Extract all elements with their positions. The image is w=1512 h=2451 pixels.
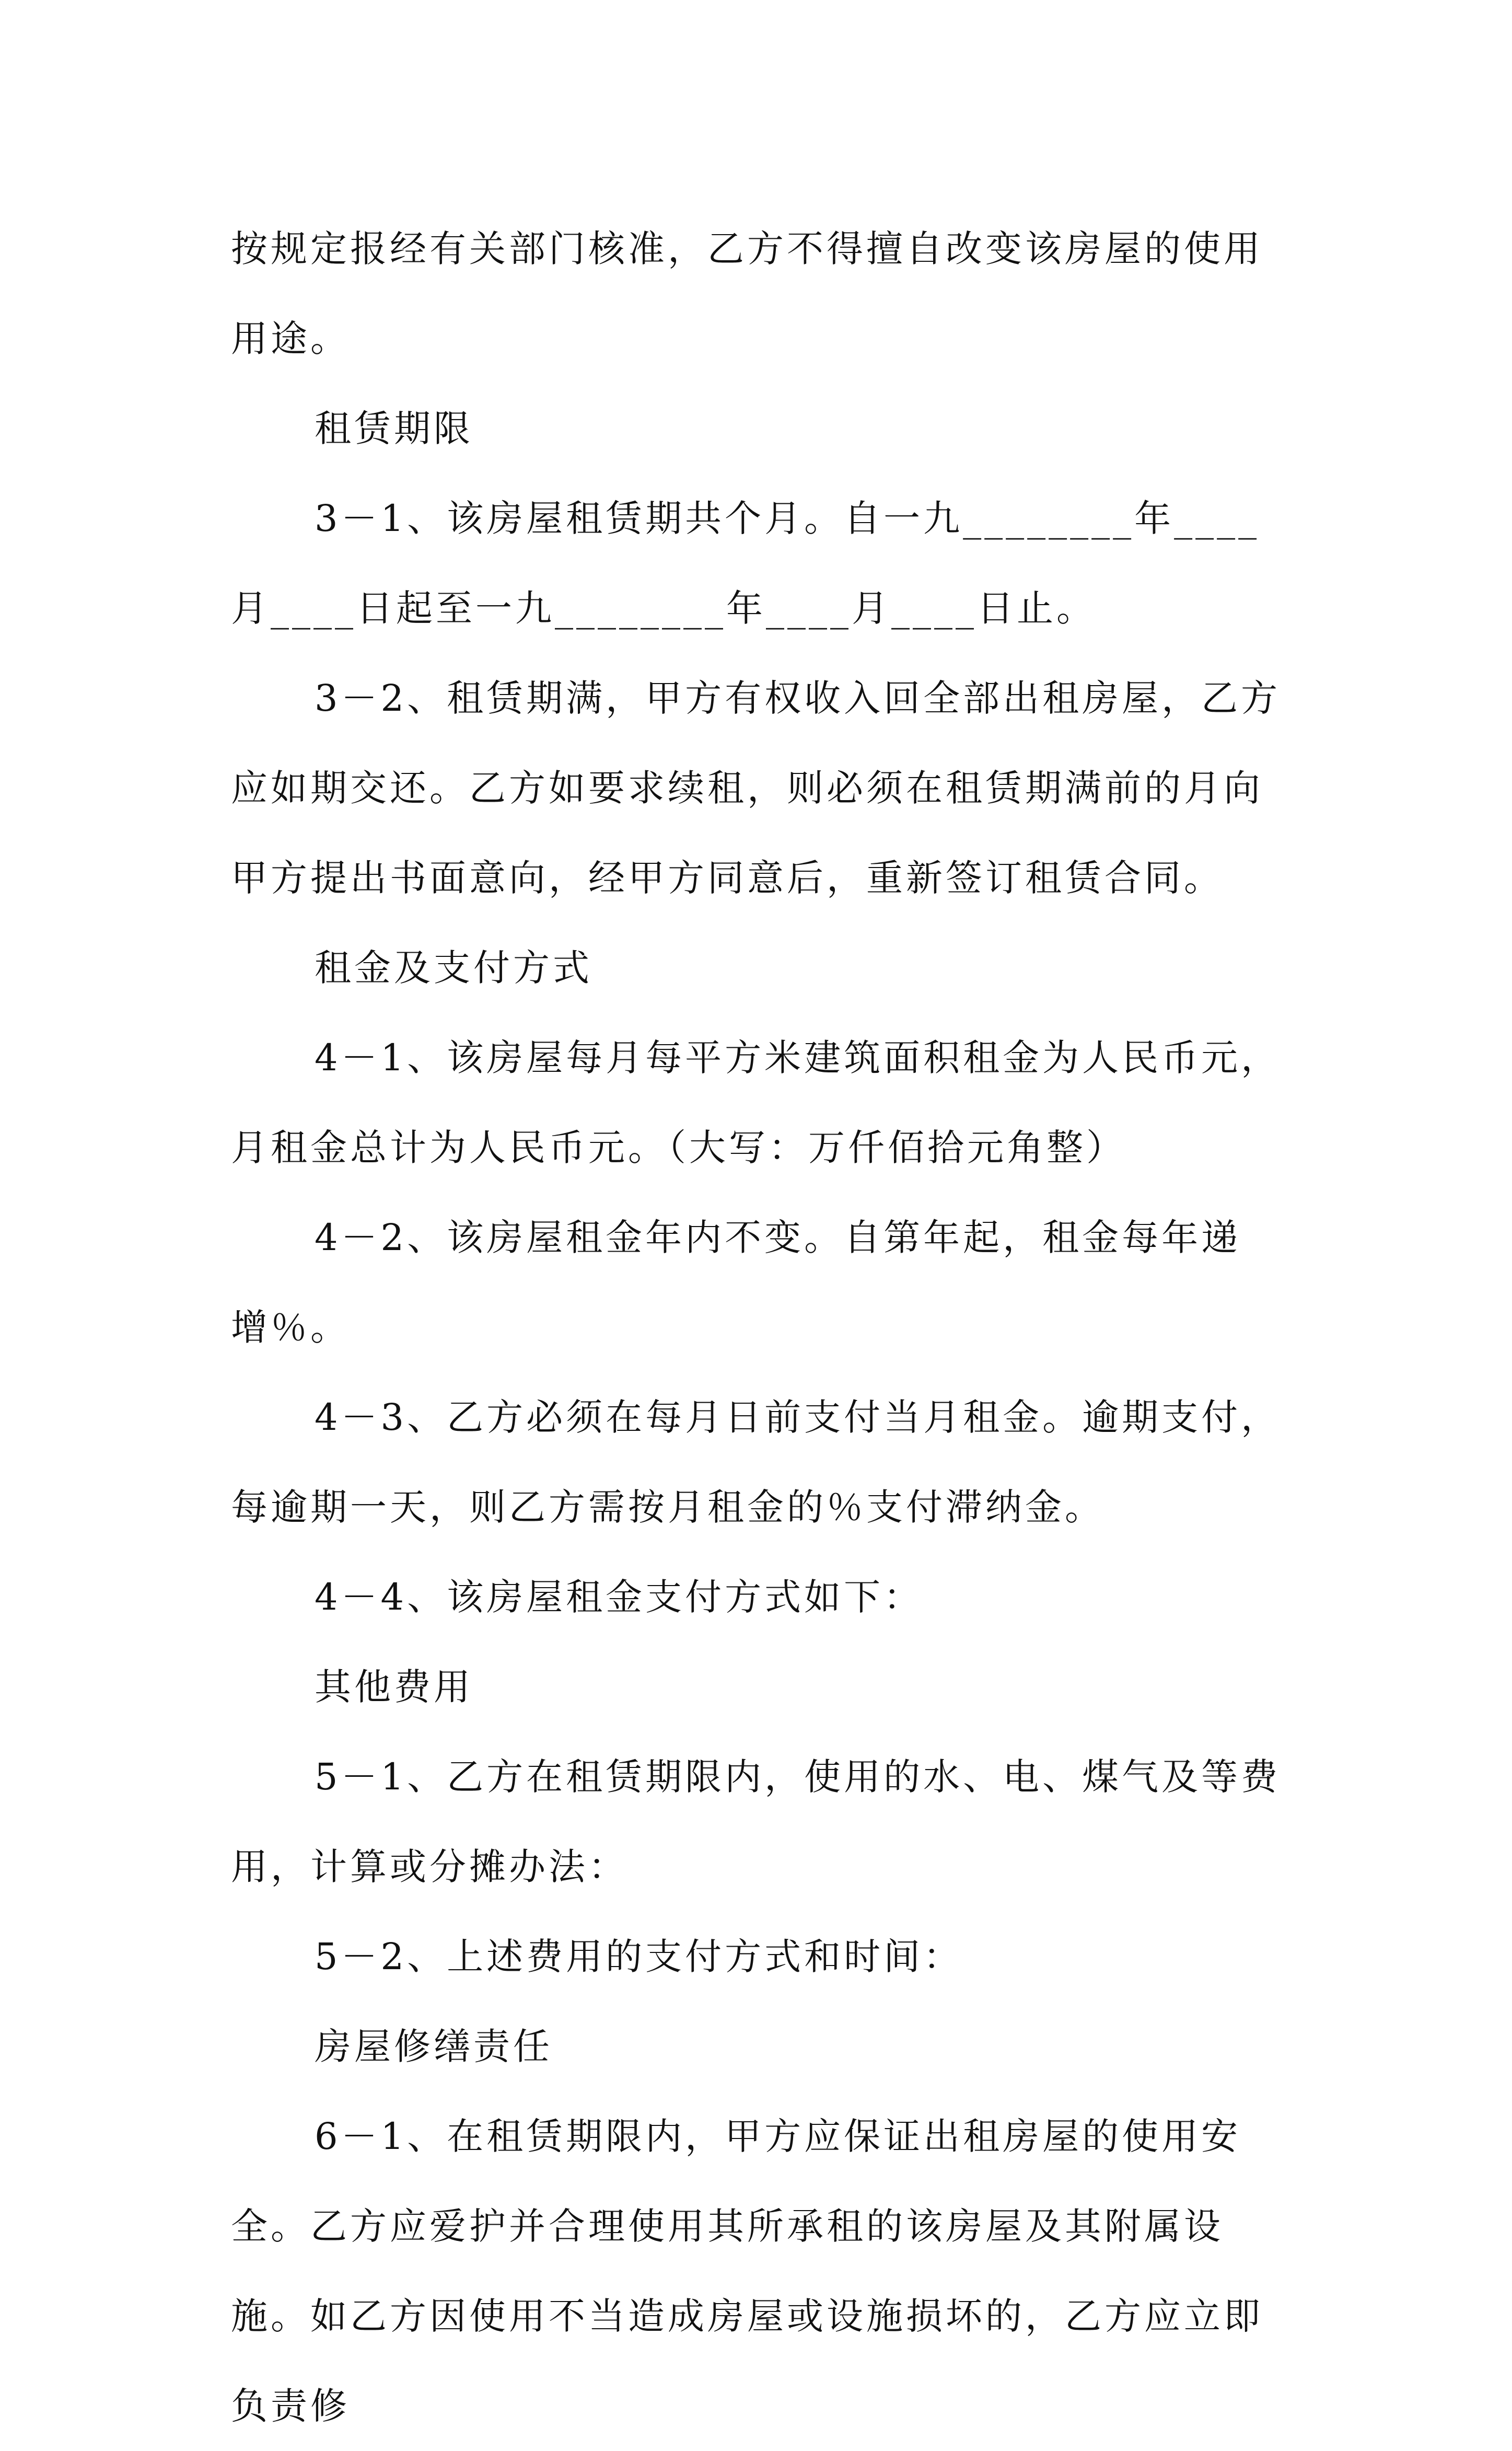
- clause-3-1: 3－1、该房屋租赁期共个月。自一九________年____月____日起至一九________年____月____日止。: [231, 497, 1260, 630]
- clause-4-2: 4－2、该房屋租金年内不变。自第年起，租金每年递增％。: [231, 1216, 1241, 1349]
- heading-rent-payment: 租金及支付方式: [315, 946, 592, 989]
- document-body: [231, 204, 1281, 2451]
- clause-4-3: 4－3、乙方必须在每月日前支付当月租金。逾期支付，每逾期一天，则乙方需按月租金的％支付滞纳金。: [231, 1396, 1281, 1529]
- clause-3-2: 3－2、租赁期满，甲方有权收入回全部出租房屋，乙方应如期交还。乙方如要求续租，则必须在租赁期满前的月向甲方提出书面意向，经甲方同意后，重新签订租赁合同。: [231, 677, 1281, 899]
- clause-4-4: 4－4、该房屋租金支付方式如下：: [315, 1576, 924, 1618]
- paragraph-usage-continued: 按规定报经有关部门核准，乙方不得擅自改变该房屋的使用用途。: [231, 227, 1263, 360]
- heading-lease-term: 租赁期限: [315, 407, 473, 450]
- clause-4-1: 4－1、该房屋每月每平方米建筑面积租金为人民币元，月租金总计为人民币元。（大写：万仟佰拾元角整）: [231, 1036, 1281, 1169]
- heading-other-fees: 其他费用: [315, 1666, 473, 1708]
- clause-5-1: 5－1、乙方在租赁期限内，使用的水、电、煤气及等费用，计算或分摊办法：: [231, 1755, 1281, 1888]
- clause-6-1: 6－1、在租赁期限内，甲方应保证出租房屋的使用安全。乙方应爱护并合理使用其所承租的该房屋及其附属设施。如乙方因使用不当造成房屋或设施损坏的，乙方应立即负责修: [231, 2115, 1263, 2427]
- clause-5-2: 5－2、上述费用的支付方式和时间：: [315, 1935, 963, 1978]
- heading-repair-responsibility: 房屋修缮责任: [315, 2025, 553, 2068]
